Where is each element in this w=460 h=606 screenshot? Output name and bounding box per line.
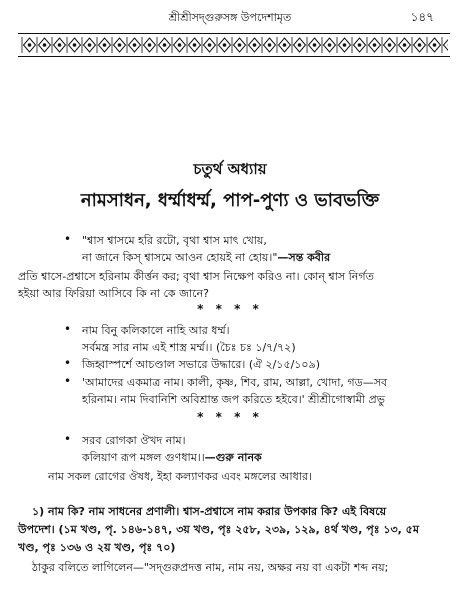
ornament-motif: [67, 37, 81, 53]
ornament-motif: [127, 37, 141, 53]
ornament-motif: [217, 37, 231, 53]
goswami-quote-line-2: হরিনাম। নাম দিবানিশি অবিশ্রান্ত জপ করিতে হইবে।' শ্রীশ্রীগোস্বামী প্রভু: [82, 393, 385, 406]
bullet-icon: •: [64, 356, 72, 370]
topic-heading-line-1: ১) নাম কি? নাম সাধনের প্রণালী। শ্বাস-প্রশ্বাসে নাম করার উপকার কি? এই বিষয়ে: [32, 505, 387, 518]
kabir-explanation-line-1: প্রতি শ্বাসে-প্রশ্বাসে হরিনাম কীর্ত্তন কর; বৃথা শ্বাস নিক্ষেপ করিও না। কোন্ শ্বাস নির্গত: [18, 270, 374, 283]
ornament-motif: [427, 37, 441, 53]
ornament-motif: [442, 37, 448, 53]
bullet-icon: •: [64, 432, 72, 446]
kabir-quote-line-2: [82, 249, 330, 268]
kabir-quote-line-1: "শ্বাস শ্বাসমে হরি রটো, বৃথা শ্বাস মাৎ খোয়,: [82, 234, 267, 247]
section-separator: * * * *: [197, 410, 263, 424]
ornament-motif: [277, 37, 291, 53]
ornament-motif: [367, 37, 381, 53]
ornament-motif: [307, 37, 321, 53]
ornament-motif: [37, 37, 51, 53]
nanak-quote-line-2: [82, 449, 262, 468]
chaitanya-quote-line-1: নাম বিনু কলিকালে নাহি আর ধর্ম্ম।: [82, 324, 230, 337]
chapter-title: চতুর্থ অধ্যায়: [193, 160, 267, 178]
ornament-pattern-icon: [18, 35, 448, 55]
nanak-attribution: —গুরু নানক: [204, 451, 262, 464]
running-title: শ্রীশ্রীসদ্গুরুসঙ্গ উপদেশামৃত: [168, 11, 292, 24]
ornament-motif: [187, 37, 201, 53]
decorative-border: [18, 33, 450, 57]
ornament-motif: [232, 37, 246, 53]
ornament-motif: [382, 37, 396, 53]
nanak-explanation: নাম সকল রোগের ঔষধ, ইহা কল্যাণকর এবং মঙ্গলের আধার।: [48, 470, 312, 483]
page-number: ১৪৭: [410, 10, 434, 24]
kabir-explanation-line-2: হইয়া আর ফিরিয়া আসিবে কি না কে জানে?: [18, 287, 209, 300]
ornament-motif: [157, 37, 171, 53]
section-separator: * * * *: [197, 302, 263, 316]
ornament-motif: [247, 37, 261, 53]
ornament-motif: [202, 37, 216, 53]
body-paragraph-line-1: ঠাকুর বলিতে লাগিলেন—"সদ্গুরুপ্রদত্ত নাম, নাম নয়, অক্ষর নয় বা একটা শব্দ নয়;: [32, 561, 389, 574]
ornament-motif: [22, 37, 36, 53]
chaitanya-quote-line-2: সর্বমন্ত্র সার নাম এই শাস্ত্র মর্ম্ম।। (চৈঃ চঃ ১/৭/৭২): [82, 341, 296, 354]
main-title: নামসাধন, ধর্ম্মাধর্ম্ম, পাপ-পুণ্য ও ভাবভক্তি: [80, 190, 380, 211]
ornament-motif: [82, 37, 96, 53]
ornament-motif: [397, 37, 411, 53]
chaitanya-quote-2: জিহ্বাস্পর্শে আচণ্ডাল সভারে উদ্ধারে। (ঐ ২/১৫/১০৯): [82, 358, 321, 371]
ornament-motif: [52, 37, 66, 53]
kabir-attribution: —সন্ত কবীর: [277, 251, 331, 264]
ornament-motif: [292, 37, 306, 53]
ornament-motif: [352, 37, 366, 53]
kabir-quote-text: না জানে কিস্ শ্বাসমে আওন হোয়ই না হোয়।": [82, 251, 278, 264]
topic-heading-line-3: খণ্ড, পৃঃ ১৩৬ ও ২য় খণ্ড, পৃঃ ৭০): [18, 541, 176, 554]
bullet-icon: •: [64, 232, 72, 246]
ornament-motif: [262, 37, 276, 53]
ornament-motif: [412, 37, 426, 53]
ornament-motif: [322, 37, 336, 53]
nanak-quote-text: কলিয়াণ রূপ মঙ্গল গুণধাম।।: [82, 451, 205, 464]
topic-heading-line-2: উপদেশ। (১ম খণ্ড, পৃ. ১৪৬-১৪৭, ৩য় খণ্ড, পৃঃ ২৫৮, ২৩৯, ১২৯, ৪র্থ খণ্ড, পৃঃ ১৩, ৫ম: [18, 523, 419, 536]
ornament-motif: [337, 37, 351, 53]
ornament-motif: [172, 37, 186, 53]
page-header: [0, 0, 460, 30]
bullet-icon: •: [64, 322, 72, 336]
nanak-quote-line-1: সরব রোগকা ঔখদ নাম।: [82, 434, 186, 447]
bullet-icon: •: [64, 374, 72, 388]
ornament-motif: [97, 37, 111, 53]
goswami-quote-line-1: 'আমাদের একমাত্র নাম। কালী, কৃষ্ণ, শিব, রাম, আল্লা, খোদা, গড—সব: [82, 376, 388, 389]
ornament-motif: [142, 37, 156, 53]
ornament-motif: [112, 37, 126, 53]
